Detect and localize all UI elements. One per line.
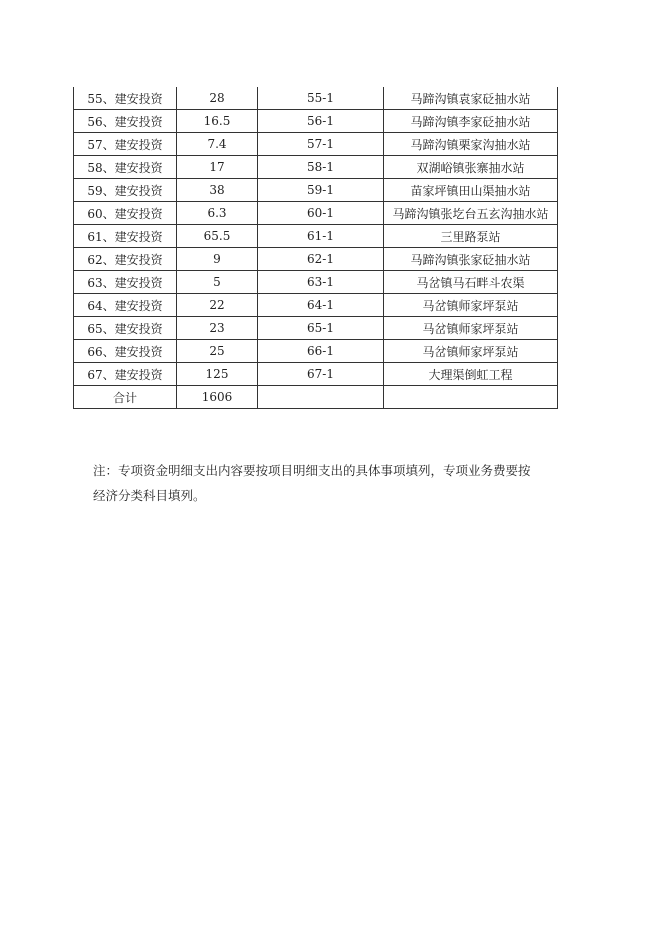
amount-cell: 16.5: [177, 110, 258, 133]
total-row: [74, 386, 558, 409]
table-row: [74, 317, 558, 340]
project-cell: 大理渠倒虹工程: [384, 363, 558, 386]
table-row: [74, 202, 558, 225]
amount-cell: 65.5: [177, 225, 258, 248]
amount-cell: 125: [177, 363, 258, 386]
project-cell: 三里路泵站: [384, 225, 558, 248]
table-row: [74, 294, 558, 317]
footnote-line-2: 经济分类科目填列。: [93, 488, 206, 503]
code-cell: 63-1: [258, 271, 384, 294]
table-row: [74, 87, 558, 110]
table-row: [74, 363, 558, 386]
amount-cell: 6.3: [177, 202, 258, 225]
project-cell: 苗家坪镇田山渠抽水站: [384, 179, 558, 202]
footnote-line-1: 注：专项资金明细支出内容要按项目明细支出的具体事项填列，专项业务费要按: [93, 463, 531, 478]
table-row: [74, 110, 558, 133]
code-cell: 67-1: [258, 363, 384, 386]
item-cell: 58、建安投资: [74, 156, 177, 179]
item-cell: 61、建安投资: [74, 225, 177, 248]
project-cell: 马蹄沟镇李家砭抽水站: [384, 110, 558, 133]
code-cell: 65-1: [258, 317, 384, 340]
item-cell: 67、建安投资: [74, 363, 177, 386]
code-cell: 58-1: [258, 156, 384, 179]
code-cell: 59-1: [258, 179, 384, 202]
code-cell: 60-1: [258, 202, 384, 225]
item-cell: 66、建安投资: [74, 340, 177, 363]
amount-cell: 25: [177, 340, 258, 363]
amount-cell: 9: [177, 248, 258, 271]
code-cell: 64-1: [258, 294, 384, 317]
total-project-cell: [384, 386, 558, 409]
total-amount-cell: 1606: [177, 386, 258, 409]
project-cell: 马岔镇马石畔斗农渠: [384, 271, 558, 294]
total-label-cell: 合计: [74, 386, 177, 409]
item-cell: 59、建安投资: [74, 179, 177, 202]
item-cell: 64、建安投资: [74, 294, 177, 317]
amount-cell: 23: [177, 317, 258, 340]
project-cell: 马蹄沟镇袁家砭抽水站: [384, 87, 558, 110]
project-cell: 马蹄沟镇张家砭抽水站: [384, 248, 558, 271]
item-cell: 60、建安投资: [74, 202, 177, 225]
item-cell: 55、建安投资: [74, 87, 177, 110]
total-code-cell: [258, 386, 384, 409]
item-cell: 65、建安投资: [74, 317, 177, 340]
table-row: [74, 225, 558, 248]
table-row: [74, 340, 558, 363]
table-body: [74, 87, 558, 409]
code-cell: 55-1: [258, 87, 384, 110]
amount-cell: 28: [177, 87, 258, 110]
item-cell: 62、建安投资: [74, 248, 177, 271]
code-cell: 57-1: [258, 133, 384, 156]
table-row: [74, 248, 558, 271]
code-cell: 62-1: [258, 248, 384, 271]
code-cell: 56-1: [258, 110, 384, 133]
project-cell: 马岔镇师家坪泵站: [384, 317, 558, 340]
footnote: [93, 458, 573, 508]
table-row: [74, 156, 558, 179]
project-cell: 马岔镇师家坪泵站: [384, 294, 558, 317]
project-cell: 马岔镇师家坪泵站: [384, 340, 558, 363]
project-cell: 双湖峪镇张寨抽水站: [384, 156, 558, 179]
code-cell: 66-1: [258, 340, 384, 363]
amount-cell: 38: [177, 179, 258, 202]
item-cell: 57、建安投资: [74, 133, 177, 156]
project-cell: 马蹄沟镇张圪台五玄沟抽水站: [384, 202, 558, 225]
amount-cell: 7.4: [177, 133, 258, 156]
item-cell: 63、建安投资: [74, 271, 177, 294]
expenditure-detail-table: [73, 87, 558, 409]
project-cell: 马蹄沟镇栗家沟抽水站: [384, 133, 558, 156]
item-cell: 56、建安投资: [74, 110, 177, 133]
amount-cell: 17: [177, 156, 258, 179]
amount-cell: 22: [177, 294, 258, 317]
table-row: [74, 271, 558, 294]
code-cell: 61-1: [258, 225, 384, 248]
table-row: [74, 179, 558, 202]
amount-cell: 5: [177, 271, 258, 294]
table-row: [74, 133, 558, 156]
